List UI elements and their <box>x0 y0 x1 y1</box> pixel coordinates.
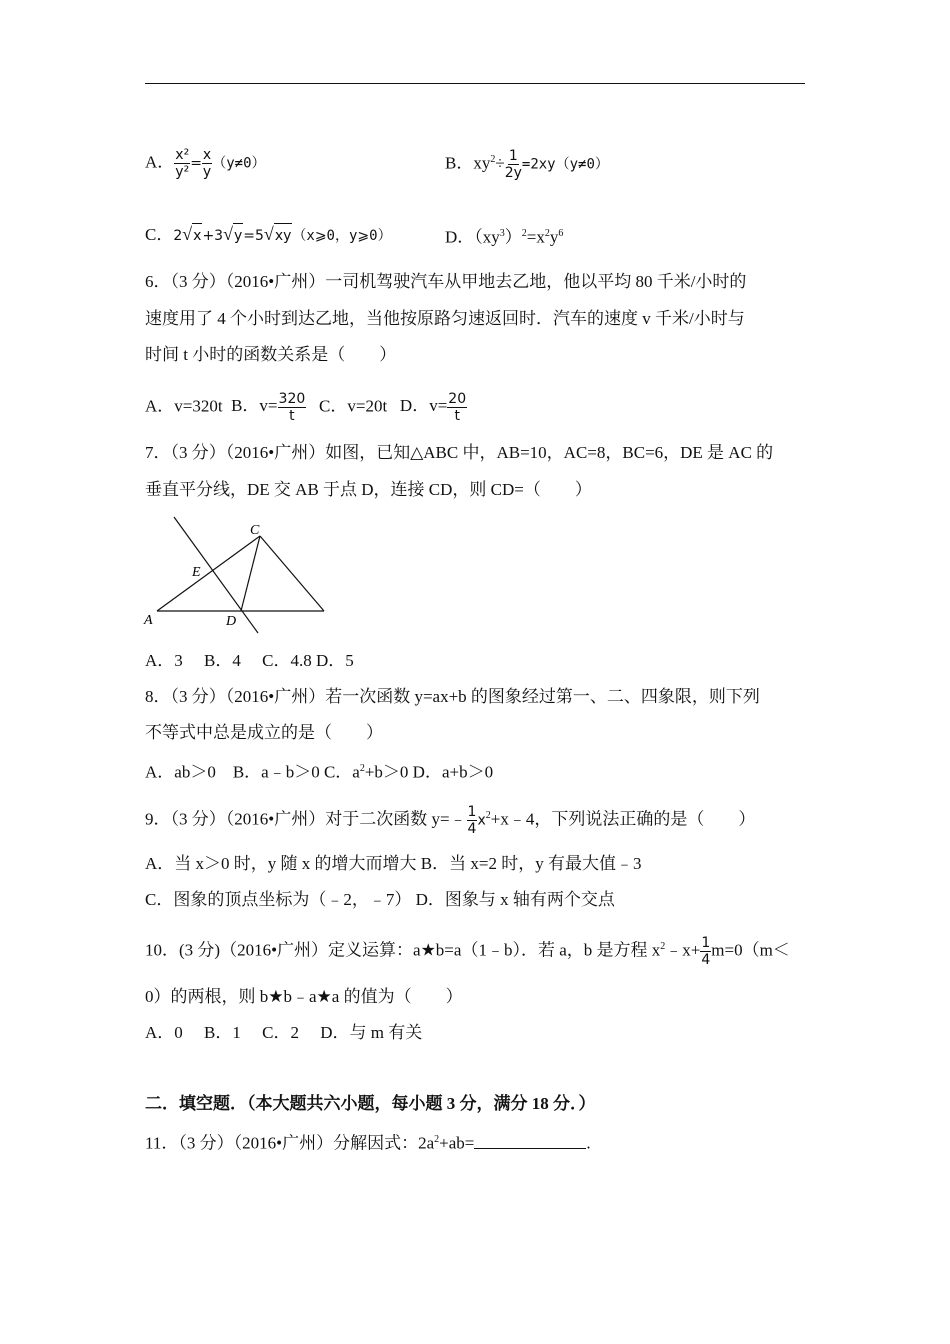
q9-options-line-2: C．图象的顶点坐标为（﹣2，﹣7） D．图象与 x 轴有两个交点 <box>145 890 615 909</box>
q6-line-3: 时间 t 小时的函数关系是（ ） <box>145 345 397 364</box>
q10-options: A．0 B．1 C．2 D．与 m 有关 <box>145 1023 423 1042</box>
q6-line-1: 6．（3 分）（2016•广州）一司机驾驶汽车从甲地去乙地，他以平均 80 千米/小时的 <box>145 272 747 291</box>
radical-sign: √ <box>263 224 274 244</box>
q6-line-2: 速度用了 4 个小时到达乙地，当他按原路匀速返回时．汽车的速度 v 千米/小时与 <box>145 309 745 328</box>
label-a: A <box>144 613 153 628</box>
perpendicular-bisector-line <box>174 517 258 633</box>
fraction: $\frac{1}{4}$ <box>467 804 477 838</box>
q6-option-b: B．v= $\frac{320}{t}$ <box>231 391 306 424</box>
fraction: $\frac{20}{t}$ <box>448 391 467 424</box>
q9-stem: 9．（3 分）（2016•广州）对于二次函数 y=﹣ $\frac{1}{4}$ $x^2+x﹣4$，下列说法正确的是（ ） <box>145 804 756 838</box>
segment-bc <box>260 536 324 611</box>
q10-line-1: 10．(3 分)（2016•广州）定义运算：a★b=a（1﹣b）．若 a，b 是方程 $x^2﹣x+$ $\frac{1}{4}$ m=0（m＜ <box>145 935 790 969</box>
q5-option-d: D．$(xy^3)^2=x^2y^6$ <box>445 227 564 247</box>
radical-sign: √ <box>223 224 233 244</box>
q6-option-d: D．v= $\frac{20}{t}$ <box>399 391 467 424</box>
section-2-heading: 二．填空题．（本大题共六小题，每小题 3 分，满分 18 分．） <box>145 1094 596 1113</box>
fraction: $\frac{x}{y}$ <box>202 147 212 180</box>
q7-line-2: 垂直平分线，DE 交 AB 于点 D，连接 CD，则 CD=（ ） <box>145 480 592 499</box>
q8-line-2: 不等式中总是成立的是（ ） <box>145 723 383 742</box>
q5-option-c: C．2√x+3√y=5√xy（x⩾0，y⩾0） <box>145 222 392 248</box>
q6-option-a: A．v=320t <box>145 396 223 416</box>
fraction: $\frac{320}{t}$ <box>278 391 306 424</box>
q7-options: A．3 B．4 C．4.8 D．5 <box>145 651 354 670</box>
fraction: $\frac{\text{x²}}{\text{y²}}$ <box>175 147 190 180</box>
label-c: C <box>250 523 260 538</box>
q5-option-a: A． $\frac{\text{x²}}{\text{y²}}$ = $\frac{x}{y}$ （y≠0） <box>145 147 266 180</box>
fraction: $\frac{1}{4}$ <box>701 935 711 969</box>
radical-sign: √ <box>182 224 193 244</box>
q7-triangle-figure <box>140 510 340 635</box>
q8-line-1: 8．（3 分）（2016•广州）若一次函数 y=ax+b 的图象经过第一、二、四象限，则下列 <box>145 687 760 706</box>
q6-options <box>145 392 467 423</box>
q8-options: A．ab＞0 B．a﹣b＞0 C．$a^2+b>0$ D．a+b＞0 <box>145 762 494 782</box>
header-rule <box>145 83 805 84</box>
label-d: D <box>226 614 237 629</box>
q11-line: 11．（3 分）（2016•广州）分解因式：$2a^2+ab=$ . <box>145 1133 591 1153</box>
q6-option-c: C．v=20t <box>319 396 388 416</box>
q5-option-b: B．$xy^2\div$ $\frac{1}{2y}$ =2xy（y≠0） <box>445 148 609 182</box>
label-e: E <box>192 565 201 580</box>
segment-ac <box>157 536 260 611</box>
q10-line-2: 0）的两根，则 b★b﹣a★a 的值为（ ） <box>145 987 463 1006</box>
q7-line-1: 7．（3 分）（2016•广州）如图，已知△ABC 中，AB=10，AC=8，BC=6，DE 是 AC 的 <box>145 443 774 462</box>
q9-options-line-1: A．当 x＞0 时，y 随 x 的增大而增大 B．当 x=2 时，y 有最大值﹣3 <box>145 854 642 873</box>
fraction: $\frac{1}{2y}$ <box>504 148 522 182</box>
answer-blank[interactable] <box>474 1133 586 1149</box>
